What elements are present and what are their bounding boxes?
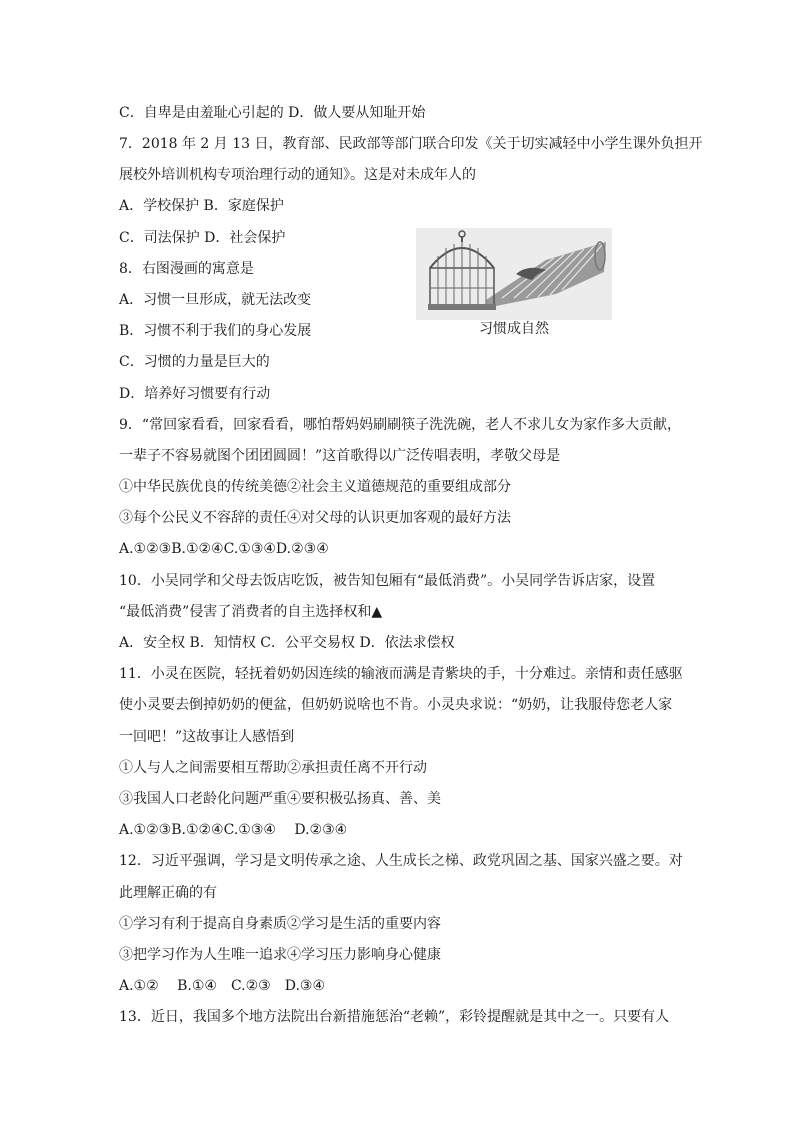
option-line: A．安全权 B．知情权 C．公平交易权 D．依法求偿权 bbox=[119, 635, 455, 651]
question-13: 13．近日，我国多个地方法院出台新措施惩治“老赖”，彩铃提醒就是其中之一。只要有人 bbox=[119, 1009, 670, 1025]
option-line: A.①② B.①④ C.②③ D.③④ bbox=[119, 978, 325, 994]
option-line: A.①②③B.①②④C.①③④D.②③④ bbox=[119, 541, 329, 557]
statement-line: ①人与人之间需要相互帮助②承担责任离不开行动 bbox=[119, 760, 427, 776]
question-9-cont: 一辈子不容易就图个团团圆圆！”这首歌得以广泛传唱表明，孝敬父母是 bbox=[119, 448, 561, 464]
figure-caption: 习惯成自然 bbox=[479, 321, 549, 337]
question-8: 8．右图漫画的寓意是 bbox=[119, 261, 254, 277]
option-line: C．司法保护 D．社会保护 bbox=[119, 230, 286, 246]
statement-line: ③每个公民义不容辞的责任④对父母的认识更加客观的最好方法 bbox=[119, 510, 511, 526]
question-9: 9．“常回家看看，回家看看，哪怕帮妈妈刷刷筷子洗洗碗，老人不求儿女为家作多大贡献， bbox=[119, 417, 682, 433]
question-11: 11．小灵在医院，轻抚着奶奶因连续的输液而满是青紫块的手，十分难过。亲情和责任感驱 bbox=[119, 666, 683, 682]
option-line: C．习惯的力量是巨大的 bbox=[119, 354, 270, 370]
question-12-cont: 此理解正确的有 bbox=[119, 885, 217, 901]
statement-line: ③我国人口老龄化问题严重④要积极弘扬真、善、美 bbox=[119, 791, 441, 807]
option-line: C．自卑是由羞耻心引起的 D．做人要从知耻开始 bbox=[119, 105, 426, 121]
option-line: D．培养好习惯要有行动 bbox=[119, 386, 271, 402]
statement-line: ③把学习作为人生唯一追求④学习压力影响身心健康 bbox=[119, 947, 441, 963]
question-10: 10．小吴同学和父母去饭店吃饭，被告知包厢有“最低消费”。小吴同学告诉店家，设置 bbox=[119, 573, 656, 589]
question-11-cont: 使小灵要去倒掉奶奶的便盆，但奶奶说啥也不肯。小灵央求说：“奶奶，让我服侍您老人家 bbox=[119, 697, 673, 713]
question-7-cont: 展校外培训机构专项治理行动的通知》。这是对未成年人的 bbox=[119, 167, 476, 183]
birdcage-illustration bbox=[416, 228, 612, 320]
question-7: 7．2018 年 2 月 13 日，教育部、民政部等部门联合印发《关于切实减轻中小学生课外负担开 bbox=[119, 136, 703, 152]
option-line: A．学校保护 B．家庭保护 bbox=[119, 198, 284, 214]
statement-line: ①学习有利于提高自身素质②学习是生活的重要内容 bbox=[119, 916, 441, 932]
option-line: A．习惯一旦形成，就无法改变 bbox=[119, 292, 312, 308]
question-10-cont: “最低消费”侵害了消费者的自主选择权和▲ bbox=[119, 604, 383, 620]
statement-line: ①中华民族优良的传统美德②社会主义道德规范的重要组成部分 bbox=[119, 479, 511, 495]
option-line: B．习惯不利于我们的身心发展 bbox=[119, 323, 312, 339]
question-12: 12．习近平强调，学习是文明传承之途、人生成长之梯、政党巩固之基、国家兴盛之要。对 bbox=[119, 853, 683, 869]
question-11-cont: 一回吧！”这故事让人感悟到 bbox=[119, 729, 295, 745]
option-line: A.①②③B.①②④C.①③④ D.②③④ bbox=[119, 822, 348, 838]
